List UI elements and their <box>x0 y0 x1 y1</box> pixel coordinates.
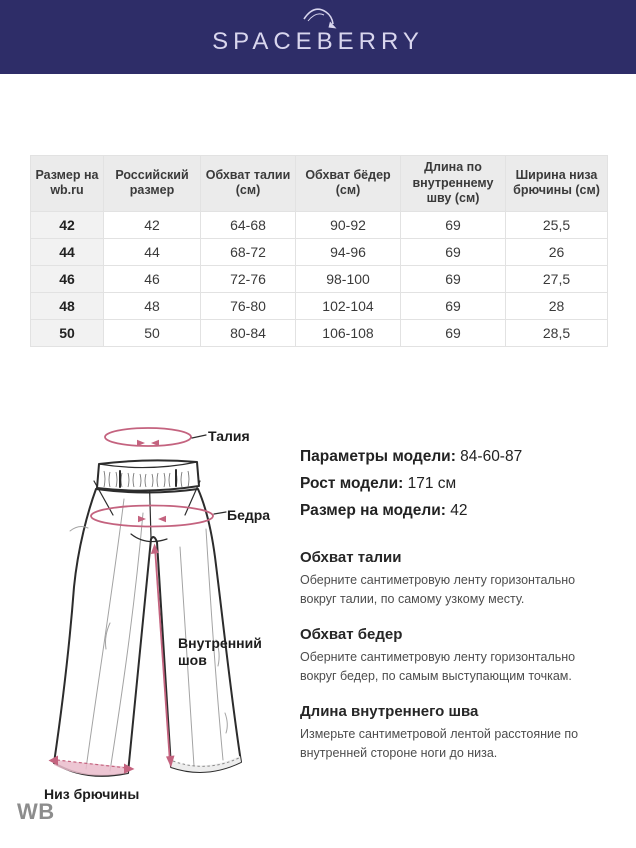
row-size-cell: 46 <box>31 265 104 292</box>
value-cell: 50 <box>104 319 201 346</box>
column-header: Обхват бёдер (см) <box>296 156 401 212</box>
size-table-header-row <box>31 156 608 212</box>
value-cell: 94-96 <box>296 238 401 265</box>
measure-guide <box>300 548 615 762</box>
guide-title: Обхват бедер <box>300 626 403 643</box>
column-header: Размер на wb.ru <box>31 156 104 212</box>
guide-section <box>300 548 615 608</box>
table-row <box>31 265 608 292</box>
pants-sketch <box>30 415 290 815</box>
table-row <box>31 319 608 346</box>
value-cell: 106-108 <box>296 319 401 346</box>
value-cell: 68-72 <box>201 238 296 265</box>
value-cell: 80-84 <box>201 319 296 346</box>
column-header: Российский размер <box>104 156 201 212</box>
comet-icon <box>262 2 362 42</box>
measurement-info-column <box>300 443 615 762</box>
value-cell: 76-80 <box>201 292 296 319</box>
value-cell: 25,5 <box>506 211 608 238</box>
model-info <box>300 443 615 524</box>
value-cell: 69 <box>401 292 506 319</box>
value-cell: 69 <box>401 211 506 238</box>
row-size-cell: 42 <box>31 211 104 238</box>
model-info-line: Рост модели: 171 см <box>300 475 457 492</box>
table-row <box>31 211 608 238</box>
hips-label: Бедра <box>227 507 271 523</box>
brand-logo-text: SPACEBERRY <box>212 28 424 55</box>
column-header: Обхват талии (см) <box>201 156 296 212</box>
pants-measurement-diagram <box>30 415 290 815</box>
value-cell: 28,5 <box>506 319 608 346</box>
value-cell: 72-76 <box>201 265 296 292</box>
brand-header <box>0 0 636 74</box>
value-cell: 90-92 <box>296 211 401 238</box>
guide-section <box>300 625 615 685</box>
value-cell: 27,5 <box>506 265 608 292</box>
size-table <box>30 155 608 347</box>
row-size-cell: 50 <box>31 319 104 346</box>
hem-label: Низ брючины <box>44 786 140 802</box>
guide-title: Длина внутреннего шва <box>300 703 479 720</box>
guide-text: Оберните сантиметровую ленту горизонтально вокруг талии, по самому узкому месту. <box>300 573 576 606</box>
row-size-cell: 48 <box>31 292 104 319</box>
value-cell: 64-68 <box>201 211 296 238</box>
row-size-cell: 44 <box>31 238 104 265</box>
guide-section <box>300 702 615 762</box>
guide-text: Измерьте сантиметровой лентой расстояние по внутренней стороне ноги до низа. <box>300 727 579 760</box>
waist-label: Талия <box>208 428 250 444</box>
guide-text: Оберните сантиметровую ленту горизонтально вокруг бедер, по самым выступающим точкам. <box>300 650 576 683</box>
value-cell: 46 <box>104 265 201 292</box>
brand-logo <box>212 18 424 56</box>
value-cell: 69 <box>401 265 506 292</box>
value-cell: 69 <box>401 238 506 265</box>
value-cell: 98-100 <box>296 265 401 292</box>
model-info-line: Параметры модели: 84-60-87 <box>300 448 523 465</box>
column-header: Длина по внутреннему шву (см) <box>401 156 506 212</box>
model-info-line: Размер на модели: 42 <box>300 502 468 519</box>
size-table-body <box>31 211 608 346</box>
guide-title: Обхват талии <box>300 549 402 566</box>
size-table-head <box>31 156 608 212</box>
table-row <box>31 292 608 319</box>
value-cell: 44 <box>104 238 201 265</box>
table-row <box>31 238 608 265</box>
column-header: Ширина низа брючины (см) <box>506 156 608 212</box>
value-cell: 102-104 <box>296 292 401 319</box>
value-cell: 42 <box>104 211 201 238</box>
inseam-label: Внутренний шов <box>178 635 262 668</box>
wb-watermark: WB <box>17 799 55 824</box>
waist-measure-ellipse <box>105 428 191 446</box>
value-cell: 26 <box>506 238 608 265</box>
value-cell: 28 <box>506 292 608 319</box>
value-cell: 48 <box>104 292 201 319</box>
value-cell: 69 <box>401 319 506 346</box>
